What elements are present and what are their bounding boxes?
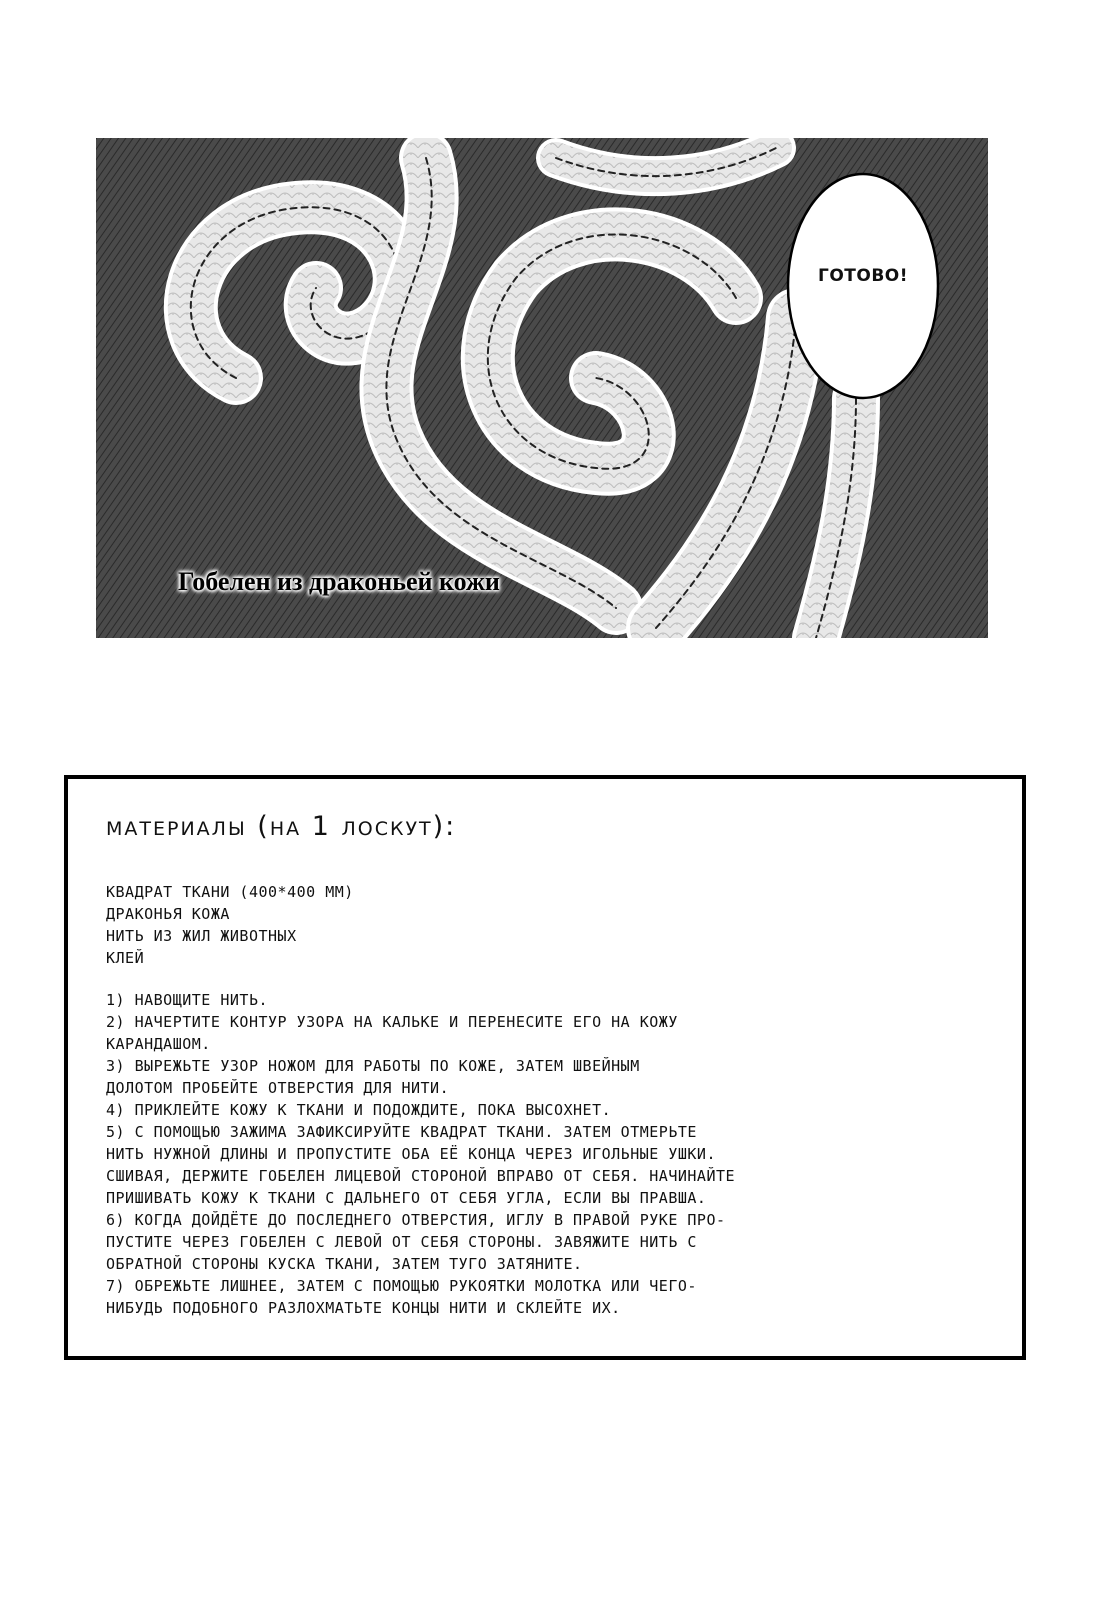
step-item: 3) ВЫРЕЖЬТЕ УЗОР НОЖОМ ДЛЯ РАБОТЫ ПО КОЖЕ, ЗАТЕМ ШВЕЙНЫМ ДОЛОТОМ ПРОБЕЙТЕ ОТВЕРСТИЯ ДЛЯ НИТИ. <box>106 1057 640 1097</box>
step-item: 1) НАВОЩИТЕ НИТЬ. <box>106 991 269 1009</box>
materials-list <box>106 881 354 969</box>
step-item: 5) С ПОМОЩЬЮ ЗАЖИМА ЗАФИКСИРУЙТЕ КВАДРАТ ТКАНИ. ЗАТЕМ ОТМЕРЬТЕ НИТЬ НУЖНОЙ ДЛИНЫ И ПРОПУСТИТЕ ОБА ЕЁ КОНЦА ЧЕРЕЗ ИГОЛЬНЫЕ УШКИ. СШИВАЯ, ДЕРЖИТЕ ГОБЕЛЕН ЛИЦЕВОЙ СТОРОНОЙ ВПРАВО ОТ СЕБЯ. НАЧИНАЙТЕ ПРИШИВАТЬ КОЖУ К ТКАНИ С ДАЛЬНЕГО ОТ СЕБЯ УГЛА, ЕСЛИ ВЫ ПРАВША. <box>106 1123 736 1207</box>
material-item: НИТЬ ИЗ ЖИЛ ЖИВОТНЫХ <box>106 927 297 945</box>
material-item: ДРАКОНЬЯ КОЖА <box>106 905 230 923</box>
material-item: КВАДРАТ ТКАНИ (400*400 ММ) <box>106 883 354 901</box>
step-item: 4) ПРИКЛЕЙТЕ КОЖУ К ТКАНИ И ПОДОЖДИТЕ, ПОКА ВЫСОХНЕТ. <box>106 1101 612 1119</box>
illustration-caption: Гобелен из драконьей кожи <box>178 567 500 596</box>
material-item: КЛЕЙ <box>106 949 145 967</box>
steps-list <box>106 989 966 1319</box>
materials-title: материалы (на 1 лоскут): <box>106 811 457 842</box>
speech-bubble-text: ГОТОВО! <box>818 266 908 286</box>
step-item: 7) ОБРЕЖЬТЕ ЛИШНЕЕ, ЗАТЕМ С ПОМОЩЬЮ РУКОЯТКИ МОЛОТКА ИЛИ ЧЕГО- НИБУДЬ ПОДОБНОГО РАЗЛОХМАТЬТЕ КОНЦЫ НИТИ И СКЛЕЙТЕ ИХ. <box>106 1277 697 1317</box>
recipe-box <box>64 775 1026 1360</box>
step-item: 6) КОГДА ДОЙДЁТЕ ДО ПОСЛЕДНЕГО ОТВЕРСТИЯ, ИГЛУ В ПРАВОЙ РУКЕ ПРО- ПУСТИТЕ ЧЕРЕЗ ГОБЕЛЕН С ЛЕВОЙ ОТ СЕБЯ СТОРОНЫ. ЗАВЯЖИТЕ НИТЬ С ОБРАТНОЙ СТОРОНЫ КУСКА ТКАНИ, ЗАТЕМ ТУГО ЗАТЯНИТЕ. <box>106 1211 726 1273</box>
step-item: 2) НАЧЕРТИТЕ КОНТУР УЗОРА НА КАЛЬКЕ И ПЕРЕНЕСИТЕ ЕГО НА КОЖУ КАРАНДАШОМ. <box>106 1013 678 1053</box>
